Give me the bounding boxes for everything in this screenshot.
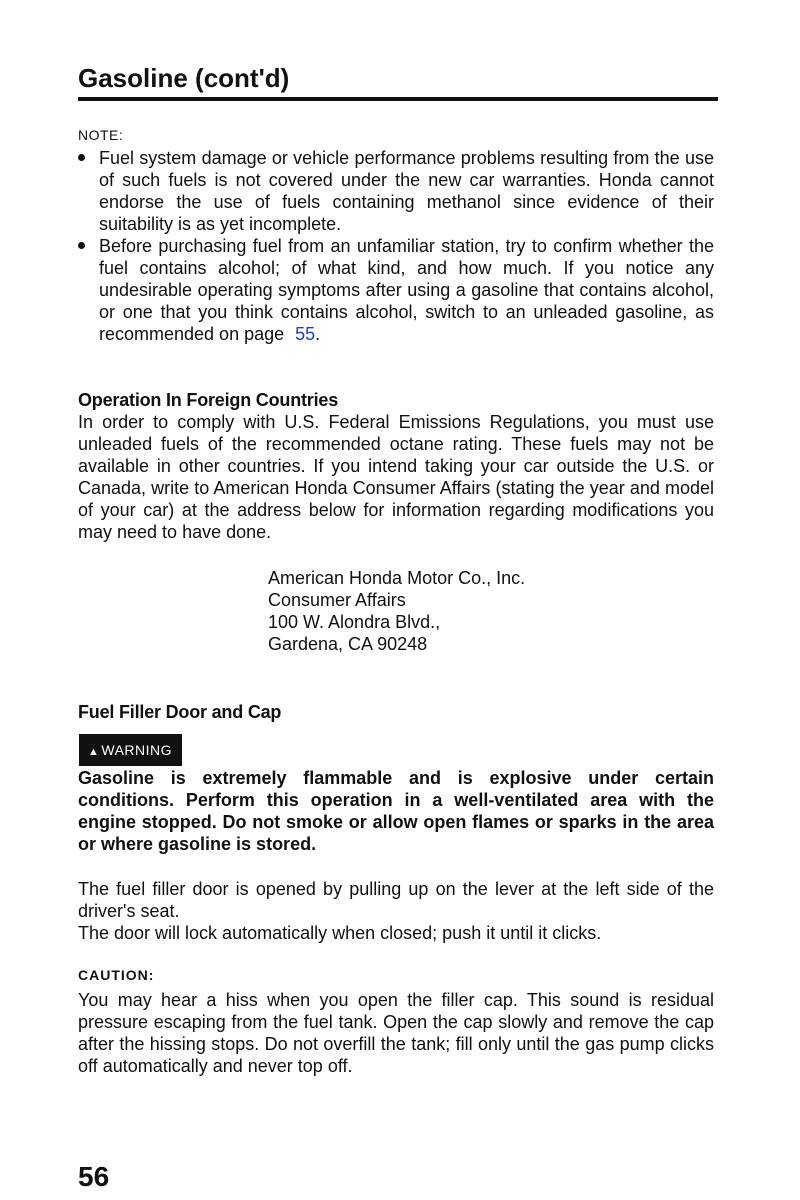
bullet-icon — [78, 154, 85, 161]
foreign-countries-body: In order to comply with U.S. Federal Emissions Regulations, you must use unleaded fuels of the recommended octane rating. These fuels may not be available in other countries. If you intend taking your car outside the U.S. or Canada, write to American Honda Consumer Affairs (stating the year and model of your car) at the address below for information regarding modifications you may need to have done. — [78, 412, 714, 542]
warning-badge — [80, 735, 181, 765]
caution-label: CAUTION: — [78, 967, 155, 983]
filler-door-lock-body: The door will lock automatically when closed; push it until it clicks. — [78, 923, 602, 943]
address-line: 100 W. Alondra Blvd., — [268, 612, 441, 632]
address-line: American Honda Motor Co., Inc. — [268, 568, 526, 588]
caution-text: You may hear a hiss when you open the filler cap. This sound is residual pressure escaping from the fuel tank. Open the cap slowly and remove the cap after the hissing stops. Do not overfill the tank; fill only until the gas pump clicks off automatically and never top off. — [78, 990, 714, 1076]
note-label: NOTE: — [78, 127, 124, 143]
note-bullet-text: Fuel system damage or vehicle performance problems resulting from the use of such fuels is not covered under the new car warranties. Honda cannot endorse the use of fuels containing methanol since evidence of their suitability is as yet incomplete. — [99, 148, 714, 234]
bullet-icon — [78, 242, 85, 249]
page-reference-link[interactable]: 55 — [295, 324, 316, 344]
note-bullet-suffix: . — [315, 324, 321, 344]
address-line: Consumer Affairs — [268, 590, 406, 610]
filler-door-body: The fuel filler door is opened by pulling up on the lever at the left side of the driver's seat. — [78, 879, 714, 921]
fuel-filler-heading: Fuel Filler Door and Cap — [78, 702, 282, 722]
warning-label: WARNING — [101, 742, 173, 758]
address-line: Gardena, CA 90248 — [268, 634, 428, 654]
warning-triangle-icon: ▲ — [88, 746, 100, 758]
warning-text: Gasoline is extremely flammable and is explosive under certain conditions. Perform this operation in a well-ventilated area with the engine stopped. Do not smoke or allow open flames or sparks in the area or where gasoline is stored. — [78, 768, 714, 854]
note-bullet-text: Before purchasing fuel from an unfamiliar station, try to confirm whether the fuel contains alcohol; of what kind, and how much. If you notice any undesirable operating symptoms after using a gasoline that contains alcohol, or one that you think contains alcohol, switch to an unleaded gasoline, as recommended on page — [99, 236, 714, 344]
page-title: Gasoline (cont'd) — [78, 63, 290, 93]
mailing-address — [268, 567, 525, 655]
page-number: 56 — [78, 1161, 110, 1192]
title-divider — [78, 97, 718, 101]
foreign-countries-heading: Operation In Foreign Countries — [78, 390, 339, 410]
note-bullet-item — [78, 235, 714, 345]
note-bullet-item — [78, 147, 714, 235]
note-bullet-list — [78, 147, 714, 345]
